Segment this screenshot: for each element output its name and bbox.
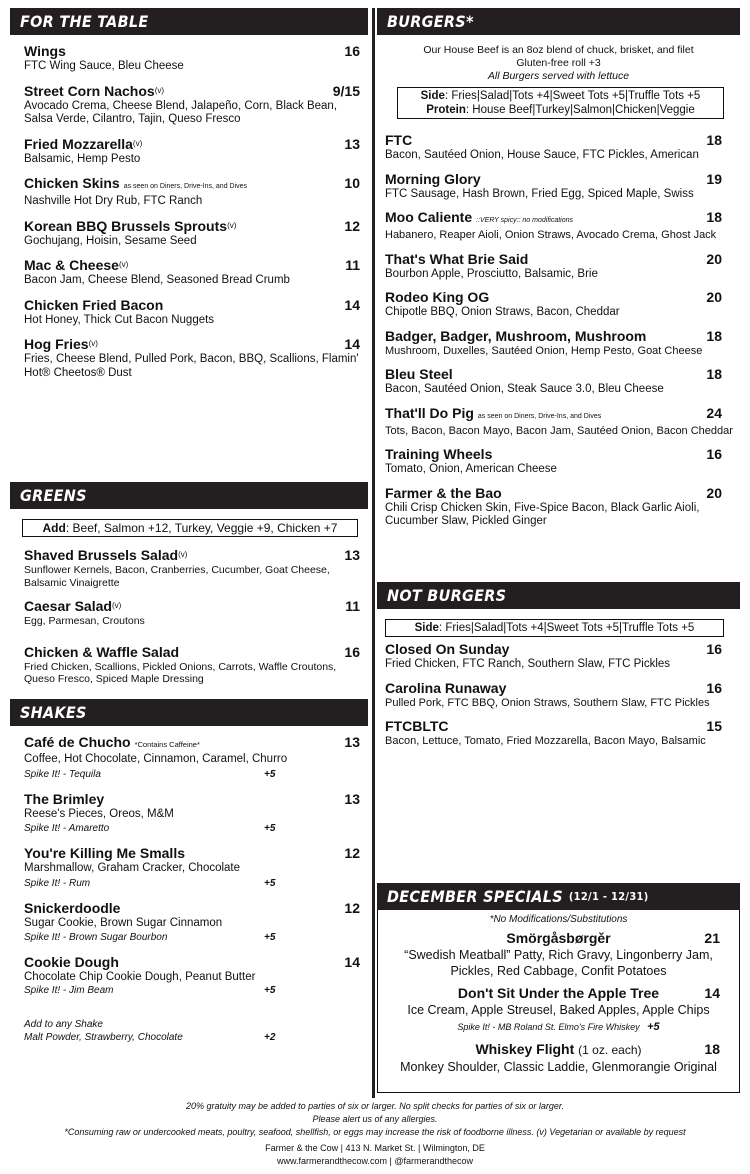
menu-item	[385, 289, 722, 320]
item-desc: Fried Chicken, Scallions, Pickled Onions, Carrots, Waffle Croutons, Queso Fresco, Spiced Maple Dressing	[24, 660, 337, 685]
item-name: Farmer & the Bao	[385, 484, 502, 501]
item-price: 18	[706, 209, 722, 225]
protein-label: Protein	[426, 104, 466, 116]
item-name: Training Wheels	[385, 446, 493, 462]
intro-line: Gluten-free roll +3	[516, 57, 601, 69]
item-price: 13	[344, 547, 360, 563]
spike-price: +5	[264, 768, 276, 780]
spike-text: Spike It! - Tequila	[24, 768, 101, 780]
item-note: as seen on Diners, Drive-Ins, and Dives	[123, 183, 248, 190]
item-name: Don't Sit Under the Apple Tree	[457, 985, 660, 1001]
item-desc: Bacon, Lettuce, Tomato, Fried Mozzarella, Bacon Mayo, Balsamic	[385, 735, 706, 747]
burger-options-box	[397, 87, 724, 119]
item-name: Shaved Brussels Salad	[24, 547, 179, 563]
menu-item	[24, 644, 360, 686]
item-price: 18	[704, 1041, 720, 1057]
item-desc: FTC Sausage, Hash Brown, Fried Egg, Spiced Maple, Swiss	[385, 187, 694, 200]
side-label: Side	[420, 90, 445, 102]
menu-item	[24, 175, 360, 209]
item-desc: Sugar Cookie, Brown Sugar Cinnamon	[24, 916, 223, 929]
column-divider	[372, 8, 375, 1098]
item-price: 14	[704, 985, 720, 1001]
item-name: Chicken Fried Bacon	[24, 296, 164, 313]
item-name: Closed On Sunday	[385, 641, 510, 657]
item-desc: Fries, Cheese Blend, Pulled Pork, Bacon, BBQ, Scallions, Flamin' Hot® Cheetos® Dust	[24, 353, 359, 379]
veg-mark: (v)	[178, 550, 188, 559]
specials-dates: (12/1 - 12/31)	[568, 890, 649, 903]
special-spike-line	[387, 1021, 730, 1033]
menu-item	[24, 43, 360, 74]
item-name: Caesar Salad	[24, 598, 112, 614]
item-name: Smörgåsbørgěr	[506, 930, 611, 946]
menu-item	[24, 297, 360, 328]
item-price: 13	[344, 135, 360, 152]
item-name: Snickerdoodle	[24, 899, 121, 916]
footer	[0, 1100, 750, 1168]
spike-text: Spike It! - Rum	[24, 877, 91, 889]
special-item	[377, 985, 740, 1033]
item-price: 16	[706, 679, 722, 696]
item-name: Hog Fries	[24, 336, 89, 352]
menu-item	[24, 257, 360, 288]
menu-item	[24, 83, 360, 127]
item-price: 13	[344, 734, 360, 750]
greens-section	[10, 482, 368, 686]
greens-items	[10, 547, 368, 686]
menu-item	[24, 136, 360, 167]
item-desc: FTC Wing Sauce, Bleu Cheese	[24, 60, 184, 72]
section-title: FOR THE TABLE	[20, 12, 149, 31]
item-desc: Monkey Shoulder, Classic Laddie, Glenmorangie Original	[400, 1060, 717, 1074]
menu-item	[385, 641, 722, 672]
addon-title-text: Add to any Shake	[24, 1018, 103, 1030]
protein-text: : House Beef|Turkey|Salmon|Chicken|Veggie	[465, 104, 695, 116]
veg-mark: (v)	[88, 339, 98, 348]
item-price: 14	[344, 296, 360, 313]
menu-item	[385, 328, 722, 359]
item-name: Wings	[24, 43, 66, 59]
menu-item	[385, 171, 722, 202]
section-header-for-the-table	[10, 8, 368, 35]
footer-website: www.farmerandthecow.com | @farmerandthecow	[276, 1156, 474, 1166]
spike-line	[24, 878, 360, 890]
spike-text: Spike It! - Amaretto	[24, 823, 110, 834]
item-name: Carolina Runaway	[385, 679, 507, 696]
item-name: Café de Chucho	[24, 734, 131, 750]
spike-line	[24, 769, 360, 781]
item-desc: Gochujang, Hoisin, Sesame Seed	[24, 234, 197, 247]
burger-intro	[377, 44, 740, 83]
item-price: 19	[706, 170, 722, 187]
item-desc: Coffee, Hot Chocolate, Cinnamon, Caramel, Churro	[24, 753, 288, 765]
item-price: 24	[706, 404, 722, 421]
item-desc: Egg, Parmesan, Croutons	[24, 615, 145, 627]
item-desc: Mushroom, Duxelles, Sautéed Onion, Hemp Pesto, Goat Cheese	[385, 344, 703, 357]
spike-text: Spike It! - MB Roland St. Elmo's Fire Whiskey	[457, 1022, 640, 1032]
item-desc: Tots, Bacon, Bacon Mayo, Bacon Jam, Sautéed Onion, Bacon Cheddar	[385, 424, 733, 437]
addon-text: Malt Powder, Strawberry, Chocolate	[24, 1031, 183, 1043]
veg-mark: (v)	[118, 260, 129, 269]
intro-line: Our House Beef is an 8oz blend of chuck, brisket, and filet	[423, 44, 694, 56]
section-title: BURGERS*	[387, 12, 474, 31]
item-price: 10	[344, 175, 360, 191]
item-name: You're Killing Me Smalls	[24, 845, 185, 861]
spike-price: +5	[264, 932, 276, 943]
item-price: 16	[344, 43, 360, 59]
item-name: Chicken Skins	[24, 175, 120, 191]
section-header-greens	[10, 482, 368, 509]
item-desc: Marshmallow, Graham Cracker, Chocolate	[24, 862, 241, 874]
shakes-section	[10, 699, 368, 1044]
item-desc: Habanero, Reaper Aioli, Onion Straws, Avocado Crema, Ghost Jack	[385, 229, 717, 241]
item-size: (1 oz. each)	[578, 1043, 642, 1057]
section-header-specials	[377, 883, 740, 910]
special-item	[377, 1041, 740, 1075]
menu-item	[24, 218, 360, 249]
item-price: 9/15	[332, 82, 360, 99]
side-label: Side	[414, 622, 439, 634]
item-desc: Sunflower Kernels, Bacon, Cranberries, Cucumber, Goat Cheese, Balsamic Vinaigrette	[24, 564, 330, 589]
item-desc: Chipotle BBQ, Onion Straws, Bacon, Cheddar	[385, 306, 620, 318]
burgers-section	[377, 8, 740, 529]
item-note: *Contains Caffeine*	[134, 740, 200, 749]
special-item	[377, 930, 740, 979]
item-name: Mac & Cheese	[24, 257, 119, 273]
item-price: 20	[706, 250, 722, 267]
item-name: That'll Do Pig	[385, 404, 474, 421]
item-name: Rodeo King OG	[385, 289, 490, 305]
item-price: 11	[345, 598, 360, 614]
item-desc: “Swedish Meatball” Patty, Rich Gravy, Lingonberry Jam, Pickles, Red Cabbage, Confit Potatoes	[404, 948, 713, 978]
item-name: Morning Glory	[385, 170, 481, 187]
item-desc: Reese's Pieces, Oreos, M&M	[24, 807, 174, 820]
spike-text: Spike It! - Brown Sugar Bourbon	[24, 932, 168, 943]
menu-item	[24, 791, 360, 836]
item-price: 11	[345, 257, 360, 273]
item-price: 20	[706, 484, 722, 501]
spike-price: +5	[264, 823, 276, 834]
section-header-not-burgers	[377, 582, 740, 609]
item-desc: Bourbon Apple, Prosciutto, Balsamic, Brie	[385, 267, 598, 280]
section-title: DECEMBER SPECIALS	[387, 887, 563, 906]
menu-item	[385, 404, 733, 439]
section-title: GREENS	[20, 486, 87, 505]
item-name: Moo Caliente	[385, 209, 473, 225]
menu-item	[385, 446, 722, 477]
item-price: 16	[706, 446, 722, 462]
item-desc: Chocolate Chip Cookie Dough, Peanut Butter	[24, 971, 256, 983]
item-desc: Fried Chicken, FTC Ranch, Southern Slaw, FTC Pickles	[385, 658, 671, 670]
add-box	[22, 519, 358, 537]
item-price: 12	[344, 217, 360, 234]
left-column	[10, 8, 368, 380]
item-price: 14	[344, 336, 360, 352]
item-price: 12	[344, 845, 360, 861]
item-price: 18	[706, 132, 722, 148]
item-name: Bleu Steel	[385, 366, 453, 382]
item-price: 14	[344, 954, 360, 970]
side-options-box	[385, 619, 724, 637]
spike-price: +5	[647, 1021, 660, 1033]
menu-item	[385, 209, 722, 243]
specials-section	[377, 883, 740, 1093]
menu-item	[24, 598, 360, 628]
spike-price: +5	[264, 984, 276, 996]
spike-text: Spike It! - Jim Beam	[24, 984, 114, 996]
item-price: 15	[706, 718, 722, 734]
item-desc: Avocado Crema, Cheese Blend, Jalapeño, Corn, Black Bean, Salsa Verde, Cilantro, Tajin, Queso Fresco	[24, 99, 338, 125]
item-name: Fried Mozzarella	[24, 135, 133, 152]
intro-line: All Burgers served with lettuce	[487, 70, 630, 82]
menu-item	[24, 547, 360, 589]
spike-line	[24, 823, 360, 835]
menu-item	[385, 132, 722, 163]
item-desc: Ice Cream, Apple Streusel, Baked Apples, Apple Chips	[407, 1003, 710, 1017]
shakes-items	[10, 734, 368, 1044]
item-name: That's What Brie Said	[385, 250, 529, 267]
specials-note: *No Modifications/Substitutions	[489, 914, 628, 925]
item-name: Badger, Badger, Mushroom, Mushroom	[385, 327, 647, 344]
footer-allergies: Please alert us of any allergies.	[312, 1114, 438, 1124]
item-name: Whiskey Flight	[475, 1041, 575, 1057]
item-price: 16	[706, 641, 722, 657]
item-desc: Bacon Jam, Cheese Blend, Seasoned Bread Crumb	[24, 274, 290, 286]
item-price: 18	[706, 327, 722, 344]
item-price: 12	[344, 899, 360, 916]
not-burger-items	[377, 641, 740, 749]
item-desc: Chili Crisp Chicken Skin, Five-Spice Bacon, Black Garlic Aioli, Cucumber Slaw, Pickled Ginger	[385, 501, 700, 527]
item-name: FTC	[385, 132, 413, 148]
item-note: as seen on Diners, Drive-Ins, and Dives	[477, 412, 602, 420]
item-price: 13	[344, 790, 360, 807]
veg-mark: (v)	[154, 85, 165, 95]
item-desc: Hot Honey, Thick Cut Bacon Nuggets	[24, 313, 215, 326]
veg-mark: (v)	[111, 601, 122, 610]
item-name: Chicken & Waffle Salad	[24, 643, 180, 660]
footer-gratuity: 20% gratuity may be added to parties of six or larger. No split checks for parties of six or larger.	[186, 1101, 564, 1111]
shake-addon-title	[24, 1019, 360, 1031]
item-name: Cookie Dough	[24, 954, 119, 970]
footer-disclaimer: *Consuming raw or undercooked meats, poultry, seafood, shellfish, or eggs may increase the risk of foodborne illness. (v) Vegetarian or available by request	[64, 1127, 686, 1137]
section-title: SHAKES	[20, 703, 87, 722]
burger-items	[377, 132, 740, 529]
item-name: Korean BBQ Brussels Sprouts	[24, 217, 228, 234]
table-items	[10, 43, 368, 380]
item-desc: Bacon, Sautéed Onion, Steak Sauce 3.0, Bleu Cheese	[385, 383, 664, 395]
addon-price: +2	[264, 1031, 276, 1043]
item-name: The Brimley	[24, 790, 105, 807]
menu-item	[385, 485, 722, 529]
footer-address: Farmer & the Cow | 413 N. Market St. | Wilmington, DE	[265, 1143, 485, 1153]
veg-mark: (v)	[132, 138, 143, 148]
menu-item	[24, 954, 360, 997]
spike-price: +5	[264, 877, 276, 889]
veg-mark: (v)	[227, 220, 237, 230]
spike-line	[24, 932, 360, 944]
item-name: FTCBLTC	[385, 718, 449, 734]
item-price: 18	[706, 366, 722, 382]
section-title: NOT BURGERS	[387, 586, 507, 605]
item-price: 20	[706, 289, 722, 305]
shake-addon-line	[24, 1032, 360, 1044]
section-header-burgers	[377, 8, 740, 35]
item-desc: Balsamic, Hemp Pesto	[24, 152, 141, 165]
item-note: ::VERY spicy:: no modifications	[476, 217, 574, 224]
menu-item	[24, 336, 360, 380]
menu-item	[385, 718, 722, 749]
add-label: Add	[42, 521, 66, 535]
item-desc: Bacon, Sautéed Onion, House Sauce, FTC Pickles, American	[385, 149, 699, 161]
menu-item	[385, 251, 722, 282]
item-price: 21	[704, 930, 720, 946]
spike-line	[24, 985, 360, 997]
side-text: : Fries|Salad|Tots +4|Sweet Tots +5|Truffle Tots +5	[444, 90, 701, 102]
add-text: : Beef, Salmon +12, Turkey, Veggie +9, Chicken +7	[65, 521, 338, 535]
menu-item	[24, 845, 360, 890]
section-header-shakes	[10, 699, 368, 726]
item-price: 16	[344, 643, 360, 660]
item-desc: Tomato, Onion, American Cheese	[385, 463, 557, 475]
not-burgers-section	[377, 582, 740, 749]
menu-item	[385, 680, 722, 711]
menu-item	[24, 900, 360, 945]
item-name: Street Corn Nachos	[24, 82, 155, 99]
menu-item	[24, 734, 360, 781]
item-desc: Nashville Hot Dry Rub, FTC Ranch	[24, 195, 203, 207]
menu-item	[385, 366, 722, 397]
item-desc: Pulled Pork, FTC BBQ, Onion Straws, Southern Slaw, FTC Pickles	[385, 696, 710, 709]
side-text: : Fries|Salad|Tots +4|Sweet Tots +5|Truffle Tots +5	[438, 622, 695, 634]
